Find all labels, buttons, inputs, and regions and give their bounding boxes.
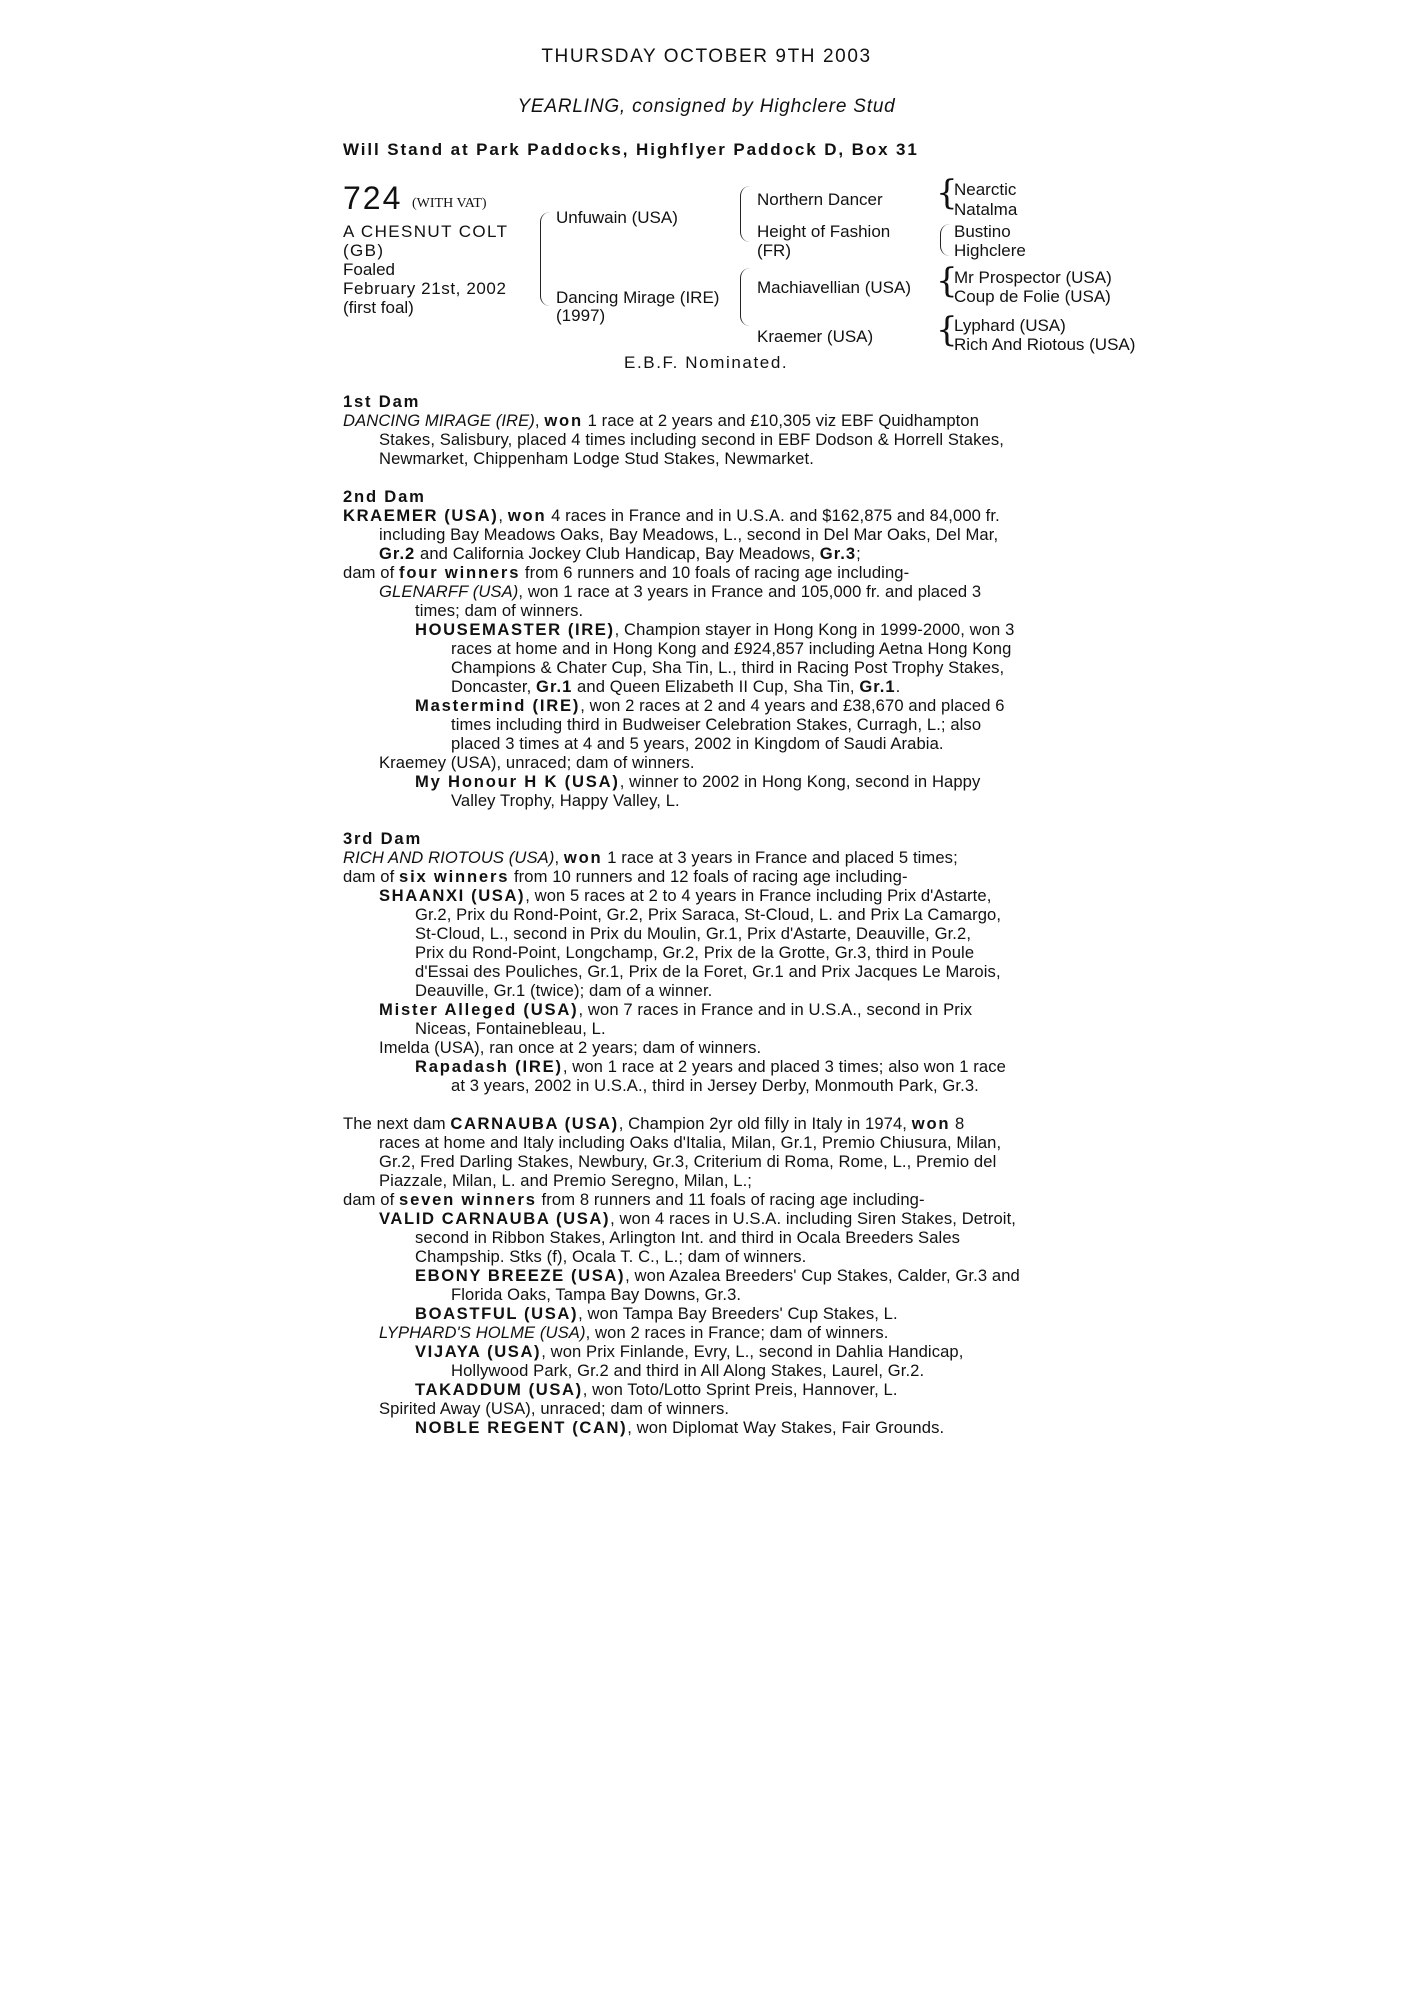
pedigree-sire-dam-country: (FR) bbox=[757, 241, 791, 260]
produce-entry: Mister Alleged (USA), won 7 races in France and in U.S.A., second in Prix bbox=[379, 1000, 973, 1019]
second-dam-line: KRAEMER (USA), won 4 races in France and in U.S.A. and $162,875 and 84,000 fr. bbox=[343, 506, 1000, 525]
produce-entry: My Honour H K (USA), winner to 2002 in Hong Kong, second in Happy bbox=[415, 772, 981, 791]
produce-entry: NOBLE REGENT (CAN), won Diplomat Way Stakes, Fair Grounds. bbox=[415, 1418, 945, 1437]
produce-entry: times including third in Budweiser Celebration Stakes, Curragh, L.; also bbox=[451, 715, 982, 734]
pedigree-sire-dam: Height of Fashion bbox=[757, 222, 891, 241]
produce-entry: GLENARFF (USA), won 1 race at 3 years in France and 105,000 fr. and placed 3 bbox=[379, 582, 982, 601]
location-line: Will Stand at Park Paddocks, Highflyer Paddock D, Box 31 bbox=[343, 140, 919, 159]
produce-entry: Mastermind (IRE), won 2 races at 2 and 4 years and £38,670 and placed 6 bbox=[415, 696, 1005, 715]
second-dam-line: including Bay Meadows Oaks, Bay Meadows, L., second in Del Mar Oaks, Del Mar, bbox=[379, 525, 999, 544]
produce-entry: VALID CARNAUBA (USA), won 4 races in U.S.A. including Siren Stakes, Detroit, bbox=[379, 1209, 1016, 1228]
sale-date: THURSDAY OCTOBER 9TH 2003 bbox=[541, 46, 872, 67]
produce-entry: Doncaster, Gr.1 and Queen Elizabeth II Cup, Sha Tin, Gr.1. bbox=[451, 677, 901, 696]
pedigree-g5: Mr Prospector (USA) bbox=[954, 268, 1112, 287]
produce-entry: Rapadash (IRE), won 1 race at 2 years and placed 3 times; also won 1 race bbox=[415, 1057, 1006, 1076]
pedigree-g7: Lyphard (USA) bbox=[954, 316, 1066, 335]
lot-description: A CHESNUT COLT bbox=[343, 222, 509, 241]
produce-entry: Valley Trophy, Happy Valley, L. bbox=[451, 791, 680, 810]
foaled-label: Foaled bbox=[343, 260, 395, 279]
produce-entry: d'Essai des Pouliches, Gr.1, Prix de la Foret, Gr.1 and Prix Jacques Le Marois, bbox=[415, 962, 1001, 981]
pedigree-dam-sire: Machiavellian (USA) bbox=[757, 278, 911, 297]
next-dam-line: races at home and Italy including Oaks d'Italia, Milan, Gr.1, Premio Chiusura, Milan, bbox=[379, 1133, 1002, 1152]
produce-entry: placed 3 times at 4 and 5 years, 2002 in Kingdom of Saudi Arabia. bbox=[451, 734, 944, 753]
first-dam-heading: 1st Dam bbox=[343, 392, 421, 411]
first-dam-line: DANCING MIRAGE (IRE), won 1 race at 2 years and £10,305 viz EBF Quidhampton bbox=[343, 411, 980, 430]
produce-entry: Prix du Rond-Point, Longchamp, Gr.2, Prix de la Grotte, Gr.3, third in Poule bbox=[415, 943, 975, 962]
lot-number: 724 bbox=[343, 180, 403, 216]
second-dam-heading: 2nd Dam bbox=[343, 487, 426, 506]
third-dam-line: RICH AND RIOTOUS (USA), won 1 race at 3 years in France and placed 5 times; bbox=[343, 848, 958, 867]
produce-entry: St-Cloud, L., second in Prix du Moulin, Gr.1, Prix d'Astarte, Deauville, Gr.2, bbox=[415, 924, 972, 943]
produce-entry: BOASTFUL (USA), won Tampa Bay Breeders' Cup Stakes, L. bbox=[415, 1304, 898, 1323]
produce-entry: Deauville, Gr.1 (twice); dam of a winner. bbox=[415, 981, 713, 1000]
foal-note: (first foal) bbox=[343, 298, 414, 317]
pedigree-g3: Bustino bbox=[954, 222, 1011, 241]
next-dam-line: dam of seven winners from 8 runners and 11 foals of racing age including- bbox=[343, 1190, 925, 1209]
produce-entry: second in Ribbon Stakes, Arlington Int. and third in Ocala Breeders Sales bbox=[415, 1228, 961, 1247]
ebf-nominated: E.B.F. Nominated. bbox=[624, 353, 789, 372]
pedigree-dam: Dancing Mirage (IRE) bbox=[556, 288, 720, 307]
produce-entry: Hollywood Park, Gr.2 and third in All Along Stakes, Laurel, Gr.2. bbox=[451, 1361, 925, 1380]
next-dam-line: Gr.2, Fred Darling Stakes, Newbury, Gr.3, Criterium di Roma, Rome, L., Premio del bbox=[379, 1152, 997, 1171]
produce-entry: Champship. Stks (f), Ocala T. C., L.; dam of winners. bbox=[415, 1247, 807, 1266]
second-dam-line: Gr.2 and California Jockey Club Handicap, Bay Meadows, Gr.3; bbox=[379, 544, 861, 563]
first-dam-line: Stakes, Salisbury, placed 4 times including second in EBF Dodson & Horrell Stakes, bbox=[379, 430, 1004, 449]
consignment-line: YEARLING, consigned by Highclere Stud bbox=[517, 96, 896, 117]
produce-entry: Spirited Away (USA), unraced; dam of winners. bbox=[379, 1399, 730, 1418]
pedigree-g6: Coup de Folie (USA) bbox=[954, 287, 1111, 306]
next-dam-line: The next dam CARNAUBA (USA), Champion 2yr old filly in Italy in 1974, won 8 bbox=[343, 1114, 965, 1133]
foaled-date: February 21st, 2002 bbox=[343, 279, 507, 298]
pedigree-g2: Natalma bbox=[954, 200, 1018, 219]
next-dam-line: Piazzale, Milan, L. and Premio Seregno, Milan, L.; bbox=[379, 1171, 753, 1190]
pedigree-sire-sire: Northern Dancer bbox=[757, 190, 883, 209]
pedigree-g4: Highclere bbox=[954, 241, 1026, 260]
pedigree-g1: Nearctic bbox=[954, 180, 1017, 199]
second-dam-line: dam of four winners from 6 runners and 10 foals of racing age including- bbox=[343, 563, 910, 582]
first-dam-line: Newmarket, Chippenham Lodge Stud Stakes, Newmarket. bbox=[379, 449, 814, 468]
dam-sire-brace bbox=[740, 268, 755, 326]
produce-entry: at 3 years, 2002 in U.S.A., third in Jersey Derby, Monmouth Park, Gr.3. bbox=[451, 1076, 979, 1095]
produce-entry: Florida Oaks, Tampa Bay Downs, Gr.3. bbox=[451, 1285, 742, 1304]
lot-description-country: (GB) bbox=[343, 241, 385, 260]
produce-entry: Kraemey (USA), unraced; dam of winners. bbox=[379, 753, 695, 772]
g3-brace bbox=[940, 224, 955, 256]
vat-note: (WITH VAT) bbox=[412, 196, 487, 211]
produce-entry: races at home and in Hong Kong and £924,857 including Aetna Hong Kong bbox=[451, 639, 1012, 658]
brace-glyph: { bbox=[936, 310, 958, 350]
catalogue-body bbox=[343, 392, 1083, 1437]
pedigree-g8: Rich And Riotous (USA) bbox=[954, 335, 1136, 354]
produce-entry: EBONY BREEZE (USA), won Azalea Breeders' Cup Stakes, Calder, Gr.3 and bbox=[415, 1266, 1020, 1285]
pedigree-dam-year: (1997) bbox=[556, 306, 606, 325]
produce-entry: Imelda (USA), ran once at 2 years; dam of winners. bbox=[379, 1038, 762, 1057]
pedigree-sire: Unfuwain (USA) bbox=[556, 208, 678, 227]
third-dam-heading: 3rd Dam bbox=[343, 829, 422, 848]
produce-entry: Gr.2, Prix du Rond-Point, Gr.2, Prix Saraca, St-Cloud, L. and Prix La Camargo, bbox=[415, 905, 1002, 924]
sire-sire-brace bbox=[740, 186, 755, 242]
third-dam-line: dam of six winners from 10 runners and 12 foals of racing age including- bbox=[343, 867, 908, 886]
produce-entry: HOUSEMASTER (IRE), Champion stayer in Hong Kong in 1999-2000, won 3 bbox=[415, 620, 1015, 639]
produce-entry: VIJAYA (USA), won Prix Finlande, Evry, L., second in Dahlia Handicap, bbox=[415, 1342, 964, 1361]
produce-entry: TAKADDUM (USA), won Toto/Lotto Sprint Preis, Hannover, L. bbox=[415, 1380, 898, 1399]
brace-glyph: { bbox=[936, 261, 958, 301]
produce-entry: Niceas, Fontainebleau, L. bbox=[415, 1019, 606, 1038]
produce-entry: times; dam of winners. bbox=[415, 601, 584, 620]
produce-entry: LYPHARD'S HOLME (USA), won 2 races in France; dam of winners. bbox=[379, 1323, 889, 1342]
pedigree-dam-dam: Kraemer (USA) bbox=[757, 327, 874, 346]
produce-entry: SHAANXI (USA), won 5 races at 2 to 4 years in France including Prix d'Astarte, bbox=[379, 886, 992, 905]
produce-entry: Champions & Chater Cup, Sha Tin, L., third in Racing Post Trophy Stakes, bbox=[451, 658, 1005, 677]
sire-brace bbox=[540, 212, 555, 306]
brace-glyph: { bbox=[936, 173, 958, 213]
